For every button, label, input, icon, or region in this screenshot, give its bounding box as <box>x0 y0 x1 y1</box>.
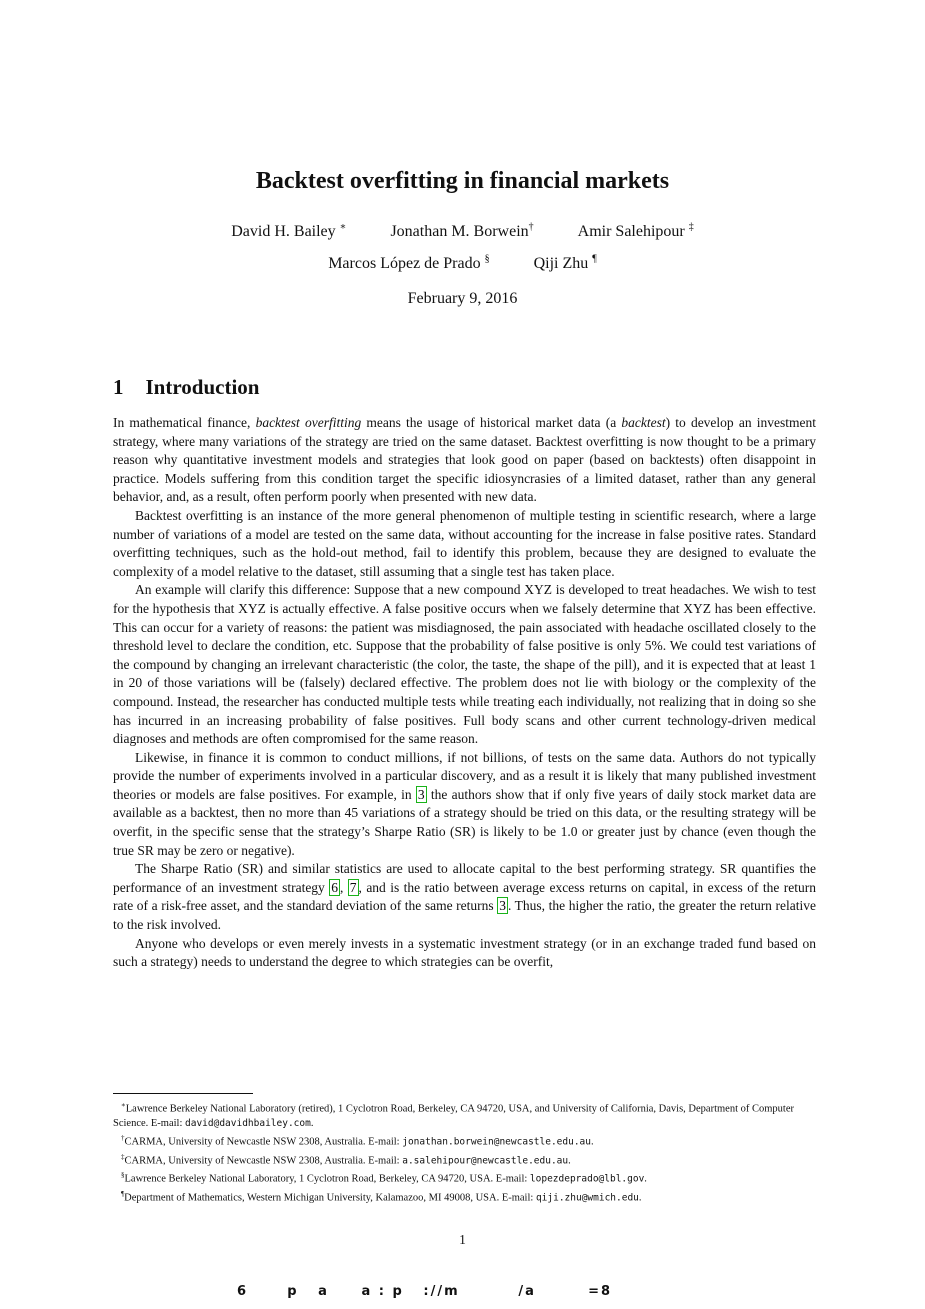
email-link[interactable]: david@davidhbailey.com <box>185 1117 311 1129</box>
email-link[interactable]: a.salehipour@newcastle.edu.au <box>402 1155 569 1167</box>
footnote-rule <box>113 1093 253 1094</box>
body-text <box>113 414 816 972</box>
footnote-4: §Lawrence Berkeley National Laboratory, 1 Cyclotron Road, Berkeley, CA 94720, USA. E-mail: lopezdeprado@lbl.gov. <box>121 1171 647 1185</box>
paragraph-6: Anyone who develops or even merely invests in a systematic investment strategy (or in an exchange traded fund based on such a strategy) needs to understand the degree to which strategies can be overfit, <box>113 935 816 970</box>
footnotes <box>113 1098 816 1206</box>
author-zhu: Qiji Zhu ¶ <box>533 254 597 273</box>
email-link[interactable]: lopezdeprado@lbl.gov <box>529 1173 645 1185</box>
authors-line-1 <box>0 222 925 241</box>
footnote-5: ¶Department of Mathematics, Western Michigan University, Kalamazoo, MI 49008, USA. E-mail: qiji.zhu@wmich.edu. <box>121 1190 642 1204</box>
citation-link[interactable]: 3 <box>499 898 506 914</box>
paper-date: February 9, 2016 <box>407 290 518 307</box>
author-salehipour: Amir Salehipour ‡ <box>577 222 694 241</box>
paragraph-4: Likewise, in finance it is common to conduct millions, if not billions, of tests on the same data. Authors do not typically provide the number of experiments involved in a particular discovery, and as a result it is likely that many published investment theories or models are false positives. For example, in 3 the authors show that if only five years of daily stock market data are available as a backtest, then no more than 45 variations of a strategy should be tried on this data, or the resulting strategy will be overfit, in the specific sense that the strategy’s Sharpe Ratio (SR) is likely to be 1.0 or greater just by chance (even though the true SR may be zero or negative). <box>113 749 816 858</box>
citation-link[interactable]: 7 <box>349 879 357 895</box>
footnote-3: ‡CARMA, University of Newcastle NSW 2308, Australia. E-mail: a.salehipour@newcastle.edu.au. <box>121 1152 571 1167</box>
authors-line-2 <box>0 254 925 273</box>
footnote-2: †CARMA, University of Newcastle NSW 2308, Australia. E-mail: jonathan.borwein@newcastle.edu.au. <box>121 1133 594 1148</box>
paragraph-1: In mathematical finance, backtest overfitting means the usage of historical market data (a backtest) to develop an investment strategy, where many variations of the strategy are tried on the same dataset. Backtest overfitting is now thought to be a primary reason why quantitative investment models and strategies that look good on paper (based on backtests) often disappoint in practice. Models suffering from this condition target the specific idiosyncrasies of a limited dataset, rather than any general behavior, and, as a result, often perform poorly when presented with new data. <box>113 415 816 505</box>
paragraph-2: Backtest overfitting is an instance of the more general phenomenon of multiple testing in scientific research, where a large number of variations of a model are tested on the same data, without accounting for the increase in false positive rates. Standard overfitting techniques, such as the hold-out method, fail to identify this problem, because they are designed to evaluate the complexity of a model relative to the dataset, still assuming that a single test has taken place. <box>113 507 816 579</box>
email-link[interactable]: qiji.zhu@wmich.edu <box>535 1192 639 1204</box>
citation-link[interactable]: 3 <box>417 786 425 802</box>
paper-title: Backtest overfitting in financial markets <box>255 168 670 194</box>
section-number: 1 <box>113 375 124 399</box>
author-bailey: David H. Bailey ∗ <box>231 222 347 241</box>
paragraph-3: An example will clarify this difference: Suppose that a new compound XYZ is developed to treat headaches. We wish to test for the hypothesis that XYZ is actually effective. A false positive occurs when we falsely determine that XYZ has been effective. This can occur for a variety of reasons: the patient was misdiagnosed, the pain associated with headache oscillated closely to the threshold level to declare the condition, etc. Suppose that the probability of false positive is only 5%. We could test variations of the compound by changing an irrelevant characteristic (the color, the taste, the shape of the pill), and it is expected that at least 1 in 20 of those variations will be (falsely) declared effective. The problem does not lie with biology or the complexity of the compound. Instead, the researcher has conducted multiple tests while treating each individually, not realizing that in doing so she has incurred in an increasing probability of false positives. Full body scans and other current technology-driven medical diagnoses and methods are often compromised for the same reason. <box>113 582 816 747</box>
citation-link[interactable]: 6 <box>331 879 338 895</box>
section-title: Introduction <box>145 375 260 399</box>
email-link[interactable]: jonathan.borwein@newcastle.edu.au <box>402 1136 591 1148</box>
author-borwein: Jonathan M. Borwein† <box>390 222 534 241</box>
author-lopez-de-prado: Marcos López de Prado § <box>328 254 490 273</box>
footnote-1: ∗Lawrence Berkeley National Laboratory (retired), 1 Cyclotron Road, Berkeley, CA 94720, USA, and University of California, Davis, Department of Computer Science. E-mail: david@davidhbailey.com. <box>113 1101 794 1129</box>
paragraph-5: The Sharpe Ratio (SR) and similar statistics are used to allocate capital to the best performing strategy. SR quantifies the performance of an investment strategy 6 , 7 , and is the ratio between average excess returns on capital, in excess of the return rate of a risk-free asset, and the standard deviation of the same returns 3 . Thus, the higher the ratio, the greater the return relative to the risk involved. <box>113 861 817 933</box>
section-heading <box>113 375 259 400</box>
bottom-artifact-text: 6 p a a : p ://m /a =8 <box>237 1284 613 1299</box>
page-number: 1 <box>459 1232 466 1247</box>
